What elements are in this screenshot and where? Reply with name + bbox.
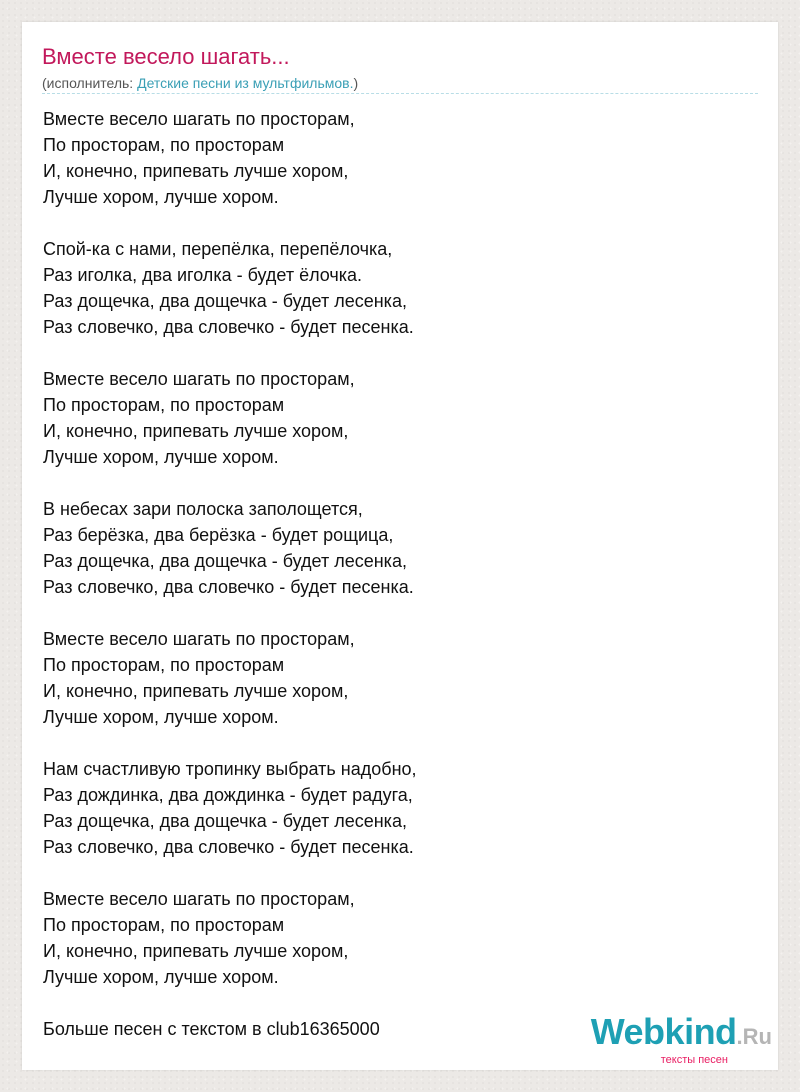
lyrics-line: По просторам, по просторам: [43, 135, 285, 155]
lyrics-line: Раз дощечка, два дощечка - будет лесенка,: [43, 291, 407, 311]
logo-main-text: Webkind: [590, 1011, 737, 1052]
logo-wordmark: [590, 1011, 772, 1055]
lyrics-line: Раз словечко, два словечко - будет песенка.: [43, 577, 414, 597]
lyrics-body: [43, 106, 743, 1042]
lyrics-line: По просторам, по просторам: [43, 395, 285, 415]
lyrics-line: Раз словечко, два словечко - будет песенка.: [43, 837, 414, 857]
artist-link[interactable]: Детские песни из мультфильмов.: [137, 75, 354, 91]
lyrics-line: Нам счастливую тропинку выбрать надобно,: [43, 759, 417, 779]
lyrics-line: Лучше хором, лучше хором.: [43, 447, 279, 467]
lyrics-stanza: [43, 106, 743, 210]
site-logo[interactable]: [590, 1011, 772, 1066]
artist-suffix: ): [353, 75, 359, 91]
artist-line: [42, 74, 358, 92]
lyrics-line: По просторам, по просторам: [43, 915, 285, 935]
lyrics-card: [22, 22, 778, 1070]
lyrics-line: Больше песен с текстом в club16365000: [43, 1019, 380, 1039]
lyrics-line: И, конечно, припевать лучше хором,: [43, 681, 349, 701]
logo-tld-text: .Ru: [736, 1024, 772, 1049]
lyrics-line: И, конечно, припевать лучше хором,: [43, 161, 349, 181]
lyrics-line: Вместе весело шагать по просторам,: [43, 629, 355, 649]
lyrics-stanza: [43, 886, 743, 990]
lyrics-stanza: [43, 756, 743, 860]
lyrics-line: Вместе весело шагать по просторам,: [43, 109, 355, 129]
lyrics-line: И, конечно, припевать лучше хором,: [43, 421, 349, 441]
logo-tagline: тексты песен: [660, 1054, 728, 1066]
lyrics-line: Лучше хором, лучше хором.: [43, 967, 279, 987]
lyrics-stanza: [43, 366, 743, 470]
lyrics-line: Раз дощечка, два дощечка - будет лесенка,: [43, 551, 407, 571]
lyrics-line: Спой-ка с нами, перепёлка, перепёлочка,: [43, 239, 393, 259]
lyrics-line: По просторам, по просторам: [43, 655, 285, 675]
lyrics-line: Раз берёзка, два берёзка - будет рощица,: [43, 525, 394, 545]
lyrics-line: Вместе весело шагать по просторам,: [43, 369, 355, 389]
lyrics-line: И, конечно, припевать лучше хором,: [43, 941, 349, 961]
lyrics-line: Раз иголка, два иголка - будет ёлочка.: [43, 265, 363, 285]
song-title: Вместе весело шагать...: [42, 44, 290, 69]
artist-prefix: (исполнитель:: [42, 75, 138, 91]
lyrics-line: Вместе весело шагать по просторам,: [43, 889, 355, 909]
lyrics-stanza: [43, 626, 743, 730]
lyrics-stanza: [43, 236, 743, 340]
lyrics-stanza: [43, 496, 743, 600]
lyrics-line: В небесах зари полоска заполощется,: [43, 499, 363, 519]
dashed-divider: [42, 93, 758, 94]
lyrics-line: Лучше хором, лучше хором.: [43, 187, 279, 207]
lyrics-line: Раз дощечка, два дощечка - будет лесенка,: [43, 811, 407, 831]
lyrics-line: Раз словечко, два словечко - будет песенка.: [43, 317, 414, 337]
lyrics-line: Раз дождинка, два дождинка - будет радуга,: [43, 785, 413, 805]
lyrics-line: Лучше хором, лучше хором.: [43, 707, 279, 727]
